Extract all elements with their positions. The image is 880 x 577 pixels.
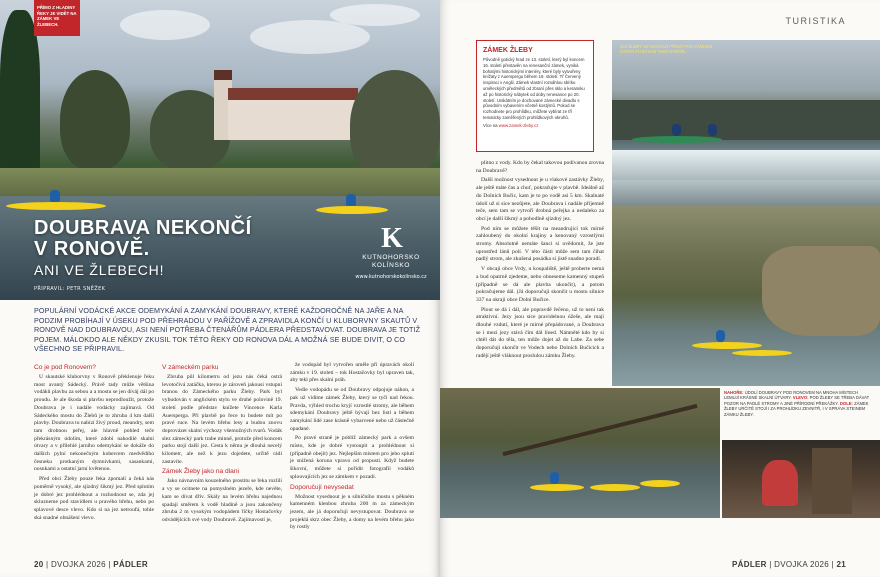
paragraph: Zhruba půl kilometru od jezu nás čeká ostrá levotočivá zatáčka, kterou je zároveň jakousi vstupní branou do Zámeckého parku Žleby. Park byl vybudován v anglickém stylu ve druhé polovině 19. století podle představ knížete Vincence Karla Auersperga. Při plavbě po řece tu budete mít po pravé ruce. Na levém břehu lesy a budou znovu doprovázet skalní výchozy všemožných tvarů. Vodák slez zámecký park trabe minně, protože před koncem parku stojí další jez. Cesta k němu je dlouhá necelý kilometr, ale než k jezu dojedete, určitě rádi zastavíte. bbox=[162, 374, 282, 465]
article-title-line2: V RONOVĚ. bbox=[34, 238, 150, 260]
photo-tag: PŘÍMO Z HLADINY ŘEKY JE VIDĚT NA ZÁMEK VE ŽLEBECH. bbox=[34, 0, 80, 36]
info-box-url[interactable]: www.zamek-zleby.cz bbox=[498, 122, 539, 128]
sponsor-logo bbox=[346, 224, 436, 294]
section-title: TURISTIKA bbox=[785, 16, 846, 26]
subheading: Doporučují nevysedat bbox=[290, 483, 354, 491]
text-column-3 bbox=[290, 362, 414, 534]
caption-text-bottom: ZÁMEK ŽLEBY URČITĚ STOJÍ I ZA PROHLÍDKU ZEVNITŘ, I V SPRÁVA STEINEM ZÁMKU ŽLEBY. bbox=[724, 400, 869, 417]
issue-label: DVOJKA 2026 bbox=[774, 560, 830, 569]
caption-label-bottom: DOLE: bbox=[839, 400, 853, 406]
logo-url: www.kutnohorskokolinsko.cz bbox=[355, 274, 427, 280]
logo-mark-icon: K bbox=[381, 223, 401, 254]
caption-label-top: NAHOŘE: bbox=[724, 390, 744, 395]
page-number: 20 bbox=[34, 560, 44, 569]
photo-caption-weir: JEZ ŽLEBY SE NACHÁZÍ PŘÍMO POD ZÁMKEM. ČASTO TU BÝVAJÍ TAKÉ RYBÁŘI. bbox=[620, 44, 714, 55]
paragraph: Plout se dá i dál, ale popravdě řečeno, už to není tak atraktivní. Jezy jsou sice pravidelnou úžeše, ale mají dlouhé vzdutí, které je mírné přepádované, a Doubrava se i mezi jezy stává čím dál líned. Námněté kdo by si chtěl dát do těla, ten může dojet až do Labe. Za sebe doporučuji skončit ve Vodech nebo Dolních Bučicích a radějí ještě vláknout proslulou zámku Žleby. bbox=[476, 306, 604, 359]
page-folio-right: PÁDLER | DVOJKA 2026 | 21 bbox=[732, 560, 846, 569]
caption-label-left: VLEVO: bbox=[792, 395, 809, 401]
paragraph: Další možnost vysednout je u vlakové zastávky Žleby, ale ještě máte čas a chuť, pokračujte v plavbě. Ideálně až do Dolních Bučic, kam je to po vodě asi 5 km. Skalnaté údolí už si sice nezůjete, ale Doubrava i nadále příjemně teče, sem tam se vytvoří drobná peřejka a nedaleko za obcí je další šikmý a pohodlně sjízdný jez. bbox=[476, 177, 604, 222]
paragraph: U skautské kluborvny v Ronově překlenuje řeku most avantý Sádecký. Právě tady může většina vodáků plavbu za sebou a a mostu se jen díváj dál po proudu. Je ale škoda si plavbu neprodloužit, protože Doubrava je i nadále vodácky zajímavá. Od Sádeckého mostu do Žlebů je to zhruba 4 km další plavby. Doubrava tu nabízí živý proud, meandry, sem tam drobnou peřej, ale hlavně pohled teče překrásným údolím, které zdobí nahodilé skalní útvary a v přilehlé jarního odemykání se dokáže do dalších pylní nekonečným kobercem medvědího česneku protkaným dymnivkami, sasankami, nosnkami a ostatní jarní květenou. bbox=[34, 374, 154, 473]
info-box-link-label: Více na bbox=[483, 122, 498, 128]
article-title-line1: DOUBRAVA NEKONČÍ bbox=[34, 217, 252, 239]
paragraph: že vodopád byl vytvořen uměle při úpravách okolí zámku v 19. století – tok Hostačovky byl upraven tak, aby tekl přes skalní práh. bbox=[290, 362, 414, 384]
page-folio-left: 20 | DVOJKA 2026 | PÁDLER bbox=[34, 560, 148, 569]
caption-text-top: ÚDOLÍ DOUBRAVY POD RONOVEM NA MNOHA MÍSTECH LEMUJÍ KRÁSNÉ SKALNÍ ÚTVARY. bbox=[724, 390, 859, 401]
issue-label: DVOJKA 2026 bbox=[50, 560, 106, 569]
paragraph: Vedle vodopádu se od Doubravy odpojuje náhon, a pak už vidíme zámek Žleby, který se tyčí nad řekou. Pravda, výhled trochu kryjí vzrostlé stromy, ale během sdemykání Doubravy ještě bývají bez listí a během zamykání lidé zase krásně vybarvené nebo už částečně opadané. bbox=[290, 387, 414, 432]
paragraph: Pod ním se můžete těšit na meandrující tok mírně zahloubený do okolní krajiny a kenovaný vzrostlými stromy. Absolutně nemáte šanci si uvědomit, že jste uprostřed lánů polí. V této části může sem tam čihat padlý strom, ale zkušená posádka si jistě snadno poradí. bbox=[476, 225, 604, 263]
article-title bbox=[34, 218, 252, 260]
text-column-2 bbox=[162, 362, 282, 527]
photo-fallen-trees bbox=[440, 388, 720, 518]
info-box-text: Původně gotický hrad ze 13. století, který byl koncem 16. století přestavěn na renesanční zámek, vyniká bohatými historickými interiéry, které byly vytvořeny knížaty z Auerspergu během 19. století. Tř Červený inspiraci v Anglii. Zámek vlastní rozsáhlou sbírku uměleckých předmětů od zbraní přes sklo a keramiku až po historický nábytek od doby renesance po 20. století. Unikátním je dochované zámecké divadlo s původním vybavením včetně kostýmů. Pokud se rozhodnete pro prohlídku, můžete vybírat ze tří tematicky zaměřených prohlídkových okruhů. bbox=[483, 57, 585, 120]
article-lead: POPULÁRNÍ VODÁCKÉ AKCE ODEMYKÁNÍ A ZAMYKÁNÍ DOUBRAVY, KTERÉ KAŽDOROČNĚ NA JAŘE A NA PODZIM PROBÍHAJÍ V ÚSEKU POD PŘEHRADOU V PAŘÍŽOVĚ A ZPRAVIDLA KONČÍ U KLUBORVNY SKAUTŮ V RONOVĚ NAD DOUBRAVOU, ASI NENÍ POTŘEBA ČTENÁŘŮM PÁDLERA PŘEDSTAVOVAT. DOUBRAVA JE TOTIŽ POJEM. MÁLOKDO ALE NĚKDY ZKUSIL TOK TÉTO ŘEKY OD RONOVA DÁL A MOŽNÁ SE BUDE DIVIT, O CO VŠECHNO SE PŘIPRAVIL. bbox=[34, 306, 421, 354]
paragraph: V obcaji obce Vrdy, u koupaliště, ještě proberte nemá a bud opatrně zjedeme, nebo obneseme kamenný stupeň (případně se dá ale plavba ukončit), a potom pokračujeme dál. (Já doporučuji skončit u mostu silnice 337 na okraji obce Dolní Bučice. bbox=[476, 266, 604, 303]
subheading: V zámeckém parku bbox=[162, 364, 219, 371]
article-subtitle: ANI VE ŽLEBECH! bbox=[34, 262, 165, 278]
text-column-1 bbox=[34, 362, 154, 524]
logo-name-2: KOLÍNSKO bbox=[371, 262, 411, 269]
paragraph: Jako návnavním kouzelného prostitu se řeka rozlili a vy se ocitnete na pomyslném jezeře, kde nevěte, kam se dívat dřív. Skály na levém břehu najednou spadají směrem k vodě hladině a jsou zakončeny zhruba 2 m vysokým vodopádem říčky Hostačovky odvádějících své vody Doubravě. Zajímavostí je, bbox=[162, 478, 282, 523]
magazine-name: PÁDLER bbox=[113, 560, 148, 569]
info-box-title: ZÁMEK ŽLEBY bbox=[483, 47, 533, 54]
photo-castle-interior bbox=[722, 440, 880, 518]
photo-weir-zleby bbox=[612, 40, 880, 206]
magazine-name: PÁDLER bbox=[732, 560, 767, 569]
logo-name-1: KUTNOHORSKO bbox=[362, 254, 420, 261]
photo-caption-right bbox=[724, 390, 874, 417]
paragraph: Po pravé straně je poblíž zámecký park a ovšem místo, kde je dobré vystoupit a prohlédnout si (případně obejít) jez. Nejlepším místem pro jeho splutí je snižená koruna vpravo od propusti. Když budete šikovní, můžete si pořídit fotografii vodáků splouvajících jez se zámkem v pozadí. bbox=[290, 435, 414, 480]
subheading: Co je pod Ronovem? bbox=[34, 364, 96, 371]
subheading: Zámek Žleby jako na dlani bbox=[162, 468, 239, 476]
caption-text-left: POD ŽLEBY SE TŘEBA DÁVAT POZOR NA PADLÉ STROMY A JINÉ PŘÍRODNÍ PŘEKÁŽKY. bbox=[724, 395, 870, 406]
photo-rocky-valley bbox=[612, 206, 880, 386]
info-box-link bbox=[483, 123, 587, 128]
page-number: 21 bbox=[836, 560, 846, 569]
text-column-right bbox=[476, 160, 604, 363]
paragraph: plitno z vody. Kdo by čekal takovou podívanou zrovna na Doubravě? bbox=[476, 160, 604, 174]
paragraph: Možnost vysednout je u silničního mostu s pěkném kamenném klenbou zhruba 200 m za zámeckým jezem, ale já doporučuji nevystupovat. Doubrava se projeklá skrz obec Žleby, a domy na levém břehu jako by rostly bbox=[290, 493, 414, 531]
author-credit: PŘIPRAVIL: PETR SNĚŽEK bbox=[34, 286, 106, 292]
info-box-zamek-zleby bbox=[476, 40, 594, 152]
paragraph: Před obcí Žleby pouze řeka zpomalí a čeká nás poměrně vysoký, ale sjízdný šikmý jez. Před splutím je dobré jez prohlédnout a rozhodnout se, zda jej skluzneme pod stavidlem u pravého břehu, nebo po splavové desce vlevo. Kdo si na jez netroufá, tohle ská snadné obnášení vlevo. bbox=[34, 476, 154, 521]
